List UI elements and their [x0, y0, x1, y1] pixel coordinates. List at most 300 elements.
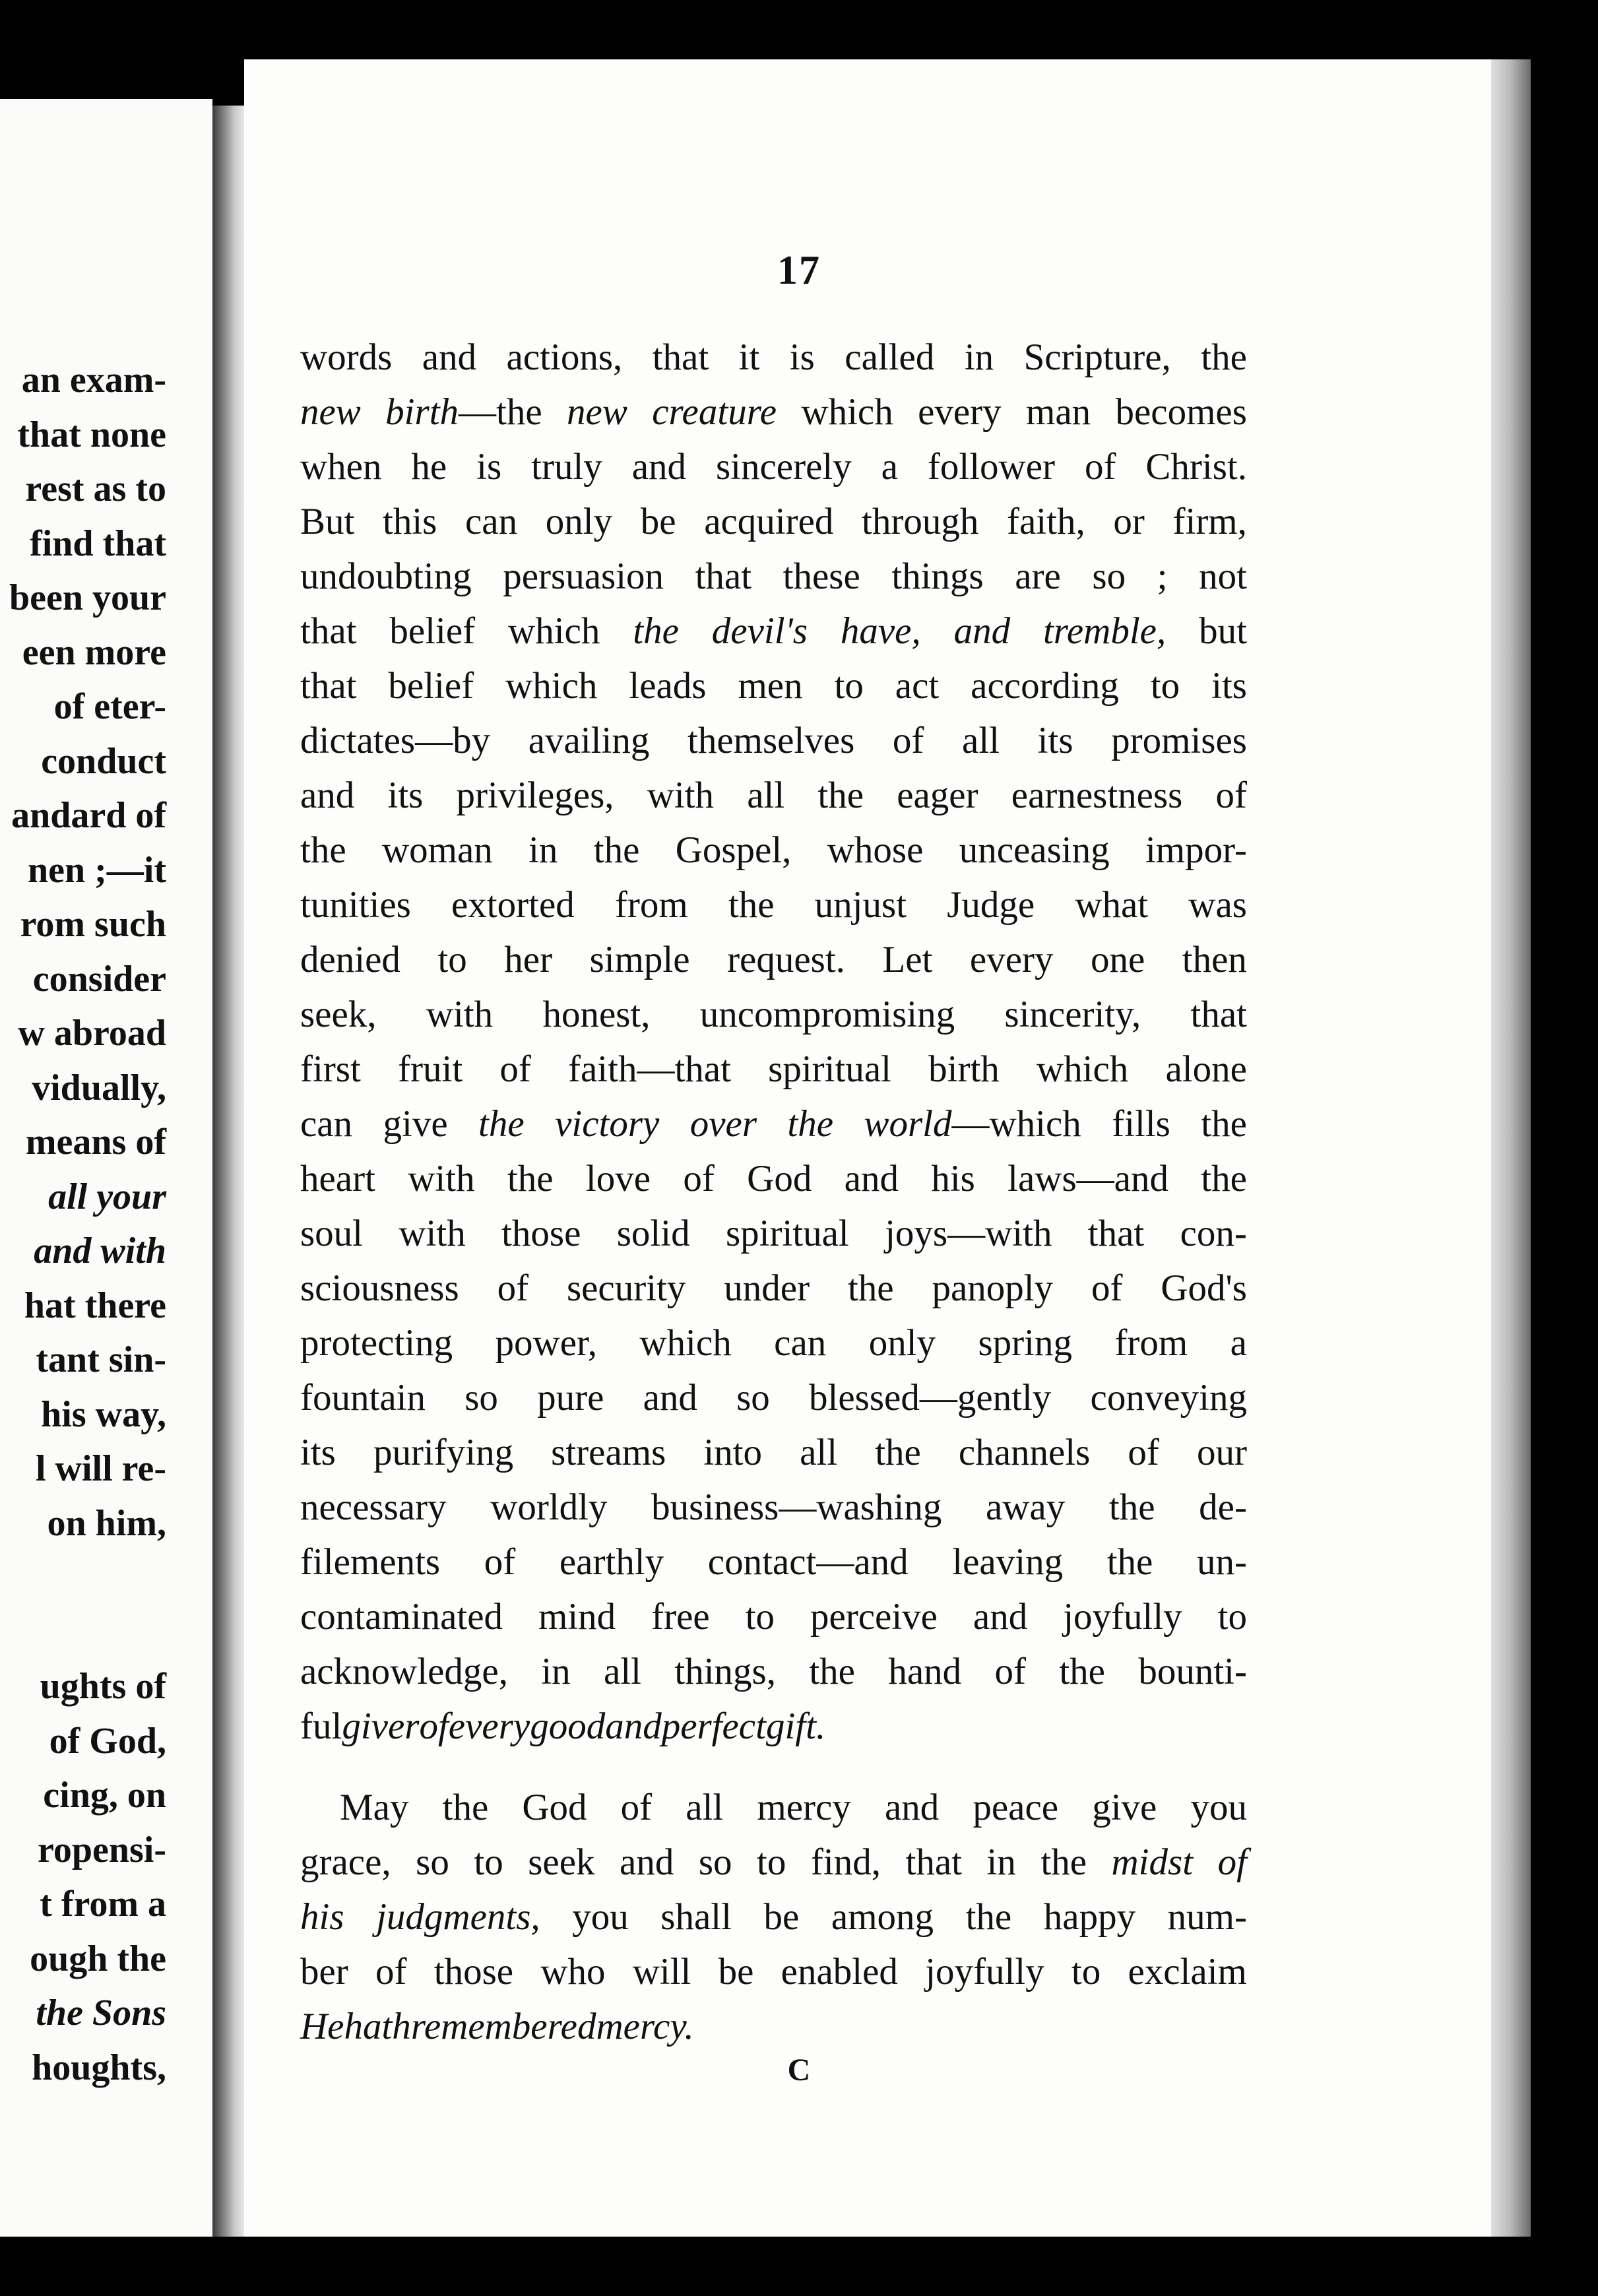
word: that — [1190, 994, 1247, 1035]
word: God's — [1161, 1267, 1247, 1309]
word: grace, — [300, 1841, 391, 1883]
word: one — [1090, 939, 1145, 980]
word: fruit — [398, 1048, 463, 1090]
word: unjust — [814, 884, 907, 926]
word: laws—and — [1007, 1158, 1168, 1199]
word: becomes — [1115, 391, 1247, 433]
word: gift. — [765, 1706, 826, 1747]
word: promises — [1111, 720, 1247, 761]
word: it — [738, 336, 760, 378]
word: happy — [1043, 1896, 1136, 1938]
word: conveying — [1090, 1377, 1247, 1419]
word: mercy. — [596, 2006, 694, 2047]
word: Gospel, — [675, 829, 792, 871]
word: can — [774, 1322, 827, 1364]
text-line — [300, 1370, 1247, 1425]
word: undoubting — [300, 556, 472, 597]
signature-mark: C — [787, 2053, 811, 2088]
word: all — [604, 1651, 641, 1692]
word: to — [474, 1841, 503, 1883]
word: and — [300, 775, 355, 816]
word: earthly — [559, 1541, 664, 1583]
word: in — [964, 336, 994, 378]
word: joyfully — [1063, 1596, 1182, 1638]
word: the — [1106, 1541, 1153, 1583]
word: of — [499, 1048, 531, 1090]
paragraph-1 — [300, 330, 1247, 1754]
text-line — [300, 1042, 1247, 1097]
word: May — [340, 1787, 409, 1828]
word: of — [1215, 775, 1247, 816]
word: called — [845, 336, 935, 378]
left-page-line: cing, on — [43, 1775, 166, 1816]
word: can — [300, 1103, 353, 1145]
word: world—which — [864, 1103, 1081, 1145]
word: all — [800, 1432, 838, 1473]
word: uncompromising — [699, 994, 955, 1035]
left-page-line: een more — [22, 631, 166, 673]
word: according — [971, 665, 1119, 707]
word: the — [300, 829, 346, 871]
text-line — [300, 1151, 1247, 1206]
word: with — [647, 775, 715, 816]
word: midst — [1111, 1841, 1194, 1883]
word: which — [508, 610, 600, 652]
word: in — [541, 1651, 571, 1692]
word: to — [1071, 1951, 1101, 1993]
word: can — [465, 501, 518, 542]
text-line — [300, 1206, 1247, 1261]
text-line — [300, 1890, 1247, 1944]
word: every — [448, 1706, 530, 1747]
page-edge — [1491, 59, 1531, 2237]
word: new — [567, 391, 627, 433]
word: exclaim — [1128, 1951, 1247, 1993]
word: so — [736, 1377, 770, 1419]
page-number: 17 — [777, 248, 821, 293]
word: filements — [300, 1541, 441, 1583]
word: birth—the — [385, 391, 542, 433]
left-page-line: houghts, — [32, 2047, 166, 2088]
word: spiritual — [768, 1048, 891, 1090]
word: among — [831, 1896, 934, 1938]
text-line — [300, 494, 1247, 549]
word: Scripture, — [1023, 336, 1171, 378]
word: which — [1036, 1048, 1129, 1090]
left-page-line: vidually, — [32, 1067, 166, 1108]
word: he — [411, 446, 447, 488]
word: every — [918, 391, 1002, 433]
left-page-line: of God, — [49, 1720, 166, 1762]
word: our — [1196, 1432, 1247, 1473]
word: faith, — [1007, 501, 1085, 542]
book-gutter — [212, 106, 244, 2237]
text-line — [300, 877, 1247, 932]
word: the — [1108, 1486, 1155, 1528]
word: firm, — [1172, 501, 1247, 542]
word: mercy — [757, 1787, 851, 1828]
text-line — [300, 1316, 1247, 1370]
text-line — [300, 1589, 1247, 1644]
left-page-line: and with — [34, 1230, 166, 1271]
word: joys—with — [885, 1213, 1052, 1254]
word: over — [689, 1103, 757, 1145]
word: tremble, — [1042, 610, 1167, 652]
word: you — [572, 1896, 629, 1938]
left-page — [0, 99, 212, 2237]
word: to — [834, 665, 864, 707]
word: be — [718, 1951, 754, 1993]
word: ; — [1157, 556, 1168, 597]
word: love — [585, 1158, 651, 1199]
word: all — [747, 775, 785, 816]
word: a — [1230, 1322, 1247, 1364]
word: un- — [1197, 1541, 1247, 1583]
text-line — [300, 549, 1247, 604]
word: the — [633, 610, 679, 652]
word: the — [1201, 1103, 1247, 1145]
word: and — [973, 1596, 1028, 1638]
word: that — [300, 610, 357, 652]
left-page-line: all your — [48, 1176, 166, 1217]
word: a — [881, 446, 898, 488]
text-line — [300, 1699, 1247, 1754]
word: was — [1188, 884, 1247, 926]
word: her — [504, 939, 553, 980]
word: enabled — [781, 1951, 898, 1993]
word: the — [507, 1158, 554, 1199]
word: from — [1114, 1322, 1188, 1364]
text-line — [300, 1944, 1247, 1999]
word: the — [728, 884, 775, 926]
word: follower — [927, 446, 1055, 488]
word: to — [757, 1841, 786, 1883]
text-line — [300, 604, 1247, 658]
word: under — [724, 1267, 810, 1309]
word: so — [698, 1841, 732, 1883]
word: Let — [882, 939, 933, 980]
word: unceasing — [959, 829, 1110, 871]
word: and — [631, 446, 687, 488]
word: what — [1075, 884, 1149, 926]
word: mind — [538, 1596, 616, 1638]
word: God — [522, 1787, 587, 1828]
text-line — [300, 439, 1247, 494]
left-page-line: an exam- — [21, 360, 166, 400]
word: hath — [344, 2006, 411, 2047]
word: themselves — [687, 720, 855, 761]
word: things — [891, 556, 984, 597]
word: soul — [300, 1213, 364, 1254]
word: so — [1092, 556, 1126, 597]
word: are — [1015, 556, 1061, 597]
word: only — [868, 1322, 936, 1364]
word: peace — [973, 1787, 1059, 1828]
word: But — [300, 501, 355, 542]
word: perceive — [810, 1596, 938, 1638]
left-page-line: find that — [30, 523, 166, 564]
word: sincerely — [715, 446, 852, 488]
text-line — [300, 1535, 1247, 1589]
left-page-line: conduct — [41, 740, 166, 782]
word: panoply — [932, 1267, 1054, 1309]
text-line — [300, 1835, 1247, 1890]
left-page-line: rom such — [20, 904, 166, 945]
word: contact—and — [707, 1541, 909, 1583]
word: through — [862, 501, 979, 542]
word: these — [783, 556, 860, 597]
word: the — [817, 775, 864, 816]
word: availing — [528, 720, 650, 761]
word: its — [1037, 720, 1073, 761]
word: worldly — [490, 1486, 608, 1528]
word: you — [1190, 1787, 1247, 1828]
word: will — [632, 1951, 691, 1993]
left-page-line: means of — [25, 1122, 166, 1163]
word: and — [953, 610, 1011, 652]
word: his — [300, 1896, 344, 1938]
text-line — [300, 1780, 1247, 1835]
word: is — [476, 446, 502, 488]
word: not — [1199, 556, 1247, 597]
left-page-line: his way, — [41, 1393, 166, 1435]
word: new — [300, 391, 361, 433]
word: con- — [1180, 1213, 1247, 1254]
text-line — [300, 1097, 1247, 1151]
word: or — [1113, 501, 1145, 542]
word: blessed—gently — [809, 1377, 1052, 1419]
word: security — [566, 1267, 686, 1309]
word: streams — [551, 1432, 666, 1473]
word: then — [1182, 939, 1247, 980]
word: woman — [381, 829, 493, 871]
word: necessary — [300, 1486, 447, 1528]
word: words — [300, 336, 393, 378]
word: so — [464, 1377, 498, 1419]
word: joyfully — [925, 1951, 1044, 1993]
word: from — [614, 884, 688, 926]
left-page-line: consider — [32, 958, 166, 1000]
word: acquired — [704, 501, 834, 542]
word: earnestness — [1011, 775, 1183, 816]
text-line — [300, 1425, 1247, 1480]
word: the — [593, 829, 640, 871]
word: the — [442, 1787, 489, 1828]
word: those — [433, 1951, 514, 1993]
word: all — [686, 1787, 724, 1828]
word: its — [1211, 665, 1247, 707]
word: giver — [342, 1706, 420, 1747]
word: and — [620, 1841, 674, 1883]
word: sincerity, — [1004, 994, 1141, 1035]
left-page-line — [9, 1550, 166, 1605]
word: the — [809, 1651, 855, 1692]
word: purifying — [373, 1432, 514, 1473]
word: this — [383, 501, 437, 542]
word: victory — [555, 1103, 660, 1145]
word: only — [545, 501, 613, 542]
word: to — [1217, 1596, 1247, 1638]
word: fountain — [300, 1377, 426, 1419]
word: the — [965, 1896, 1012, 1938]
left-page-line: on him, — [47, 1502, 166, 1544]
word: denied — [300, 939, 400, 980]
word: acknowledge, — [300, 1651, 508, 1692]
left-page-line: of eter- — [53, 686, 166, 727]
paragraph-gap — [300, 1754, 1247, 1780]
word: eager — [897, 775, 978, 816]
word: which — [505, 665, 598, 707]
word: to — [745, 1596, 775, 1638]
word: give — [383, 1103, 448, 1145]
word: belief — [389, 610, 476, 652]
word: the — [1040, 1841, 1087, 1883]
word: every — [969, 939, 1054, 980]
word: of — [1084, 446, 1116, 488]
word: which — [639, 1322, 732, 1364]
word: pure — [537, 1377, 604, 1419]
text-line — [300, 1480, 1247, 1535]
word: business—washing — [651, 1486, 942, 1528]
word: of — [484, 1541, 516, 1583]
word: de- — [1199, 1486, 1247, 1528]
word: those — [501, 1213, 581, 1254]
word: things, — [674, 1651, 776, 1692]
text-line — [300, 768, 1247, 823]
word: and — [844, 1158, 899, 1199]
left-page-line: nen ;—it — [28, 849, 166, 891]
word: all — [962, 720, 1000, 761]
word: whose — [827, 829, 924, 871]
text-line — [300, 823, 1247, 877]
word: the — [787, 1103, 834, 1145]
word: seek, — [300, 994, 377, 1035]
text-line — [300, 987, 1247, 1042]
word: of — [375, 1951, 407, 1993]
left-page-line: andard of — [11, 795, 166, 836]
word: alone — [1165, 1048, 1247, 1090]
word: God — [747, 1158, 812, 1199]
word: have, — [840, 610, 921, 652]
text-line — [300, 658, 1247, 713]
left-page-line: ropensi- — [38, 1829, 166, 1870]
word: bounti- — [1138, 1651, 1247, 1692]
word: judgments, — [376, 1896, 540, 1938]
word: and — [643, 1377, 697, 1419]
word: hand — [888, 1651, 962, 1692]
left-page-line: t from a — [40, 1884, 166, 1925]
left-page-line — [9, 1605, 166, 1660]
word: belief — [388, 665, 474, 707]
text-line — [300, 1261, 1247, 1316]
word: of — [497, 1267, 529, 1309]
word: so — [416, 1841, 449, 1883]
word: is — [789, 336, 815, 378]
word: leaving — [952, 1541, 1064, 1583]
word: that — [905, 1841, 962, 1883]
word: tunities — [300, 884, 411, 926]
word: man — [1026, 391, 1091, 433]
word: request. — [727, 939, 845, 980]
left-page-line: tant sin- — [36, 1339, 166, 1380]
word: seek — [528, 1841, 595, 1883]
word: act — [895, 665, 940, 707]
word: spring — [978, 1322, 1072, 1364]
word: honest, — [542, 994, 651, 1035]
word: with — [399, 1213, 466, 1254]
word: creature — [652, 391, 777, 433]
word: He — [300, 2006, 344, 2047]
word: but — [1199, 610, 1247, 652]
word: protecting — [300, 1322, 453, 1364]
word: spiritual — [725, 1213, 849, 1254]
word: its — [300, 1432, 336, 1473]
word: that — [300, 665, 357, 707]
word: of — [683, 1158, 715, 1199]
word: truly — [531, 446, 602, 488]
word: of — [419, 1706, 449, 1747]
paragraph-2 — [300, 1780, 1247, 2054]
word: ful — [300, 1706, 342, 1747]
word: heart — [300, 1158, 375, 1199]
word: faith—that — [568, 1048, 731, 1090]
word: of — [1091, 1267, 1123, 1309]
word: and — [422, 336, 477, 378]
text-line — [300, 385, 1247, 439]
word: impor- — [1145, 829, 1247, 871]
word: Judge — [947, 884, 1035, 926]
word: first — [300, 1048, 361, 1090]
word: with — [408, 1158, 475, 1199]
word: of — [892, 720, 924, 761]
word: fills — [1112, 1103, 1170, 1145]
word: the — [1059, 1651, 1105, 1692]
word: solid — [616, 1213, 690, 1254]
text-line — [300, 1999, 1247, 2054]
left-page-line: rest as to — [25, 468, 166, 509]
text-line — [300, 932, 1247, 987]
word: be — [640, 501, 676, 542]
word: of — [1217, 1841, 1247, 1883]
word: extorted — [451, 884, 575, 926]
left-page-line: ough the — [30, 1938, 166, 1979]
text-line — [300, 330, 1247, 385]
word: and — [884, 1787, 940, 1828]
word: in — [986, 1841, 1016, 1883]
word: persuasion — [503, 556, 664, 597]
word: Christ. — [1145, 446, 1247, 488]
word: that — [695, 556, 752, 597]
word: of — [994, 1651, 1026, 1692]
word: that — [1087, 1213, 1145, 1254]
word: leads — [629, 665, 707, 707]
left-page-line: the Sons — [36, 1993, 166, 2033]
word: to — [1150, 665, 1180, 707]
text-line — [300, 713, 1247, 768]
word: privileges, — [456, 775, 614, 816]
word: free — [651, 1596, 710, 1638]
word: birth — [928, 1048, 1000, 1090]
word: give — [1092, 1787, 1157, 1828]
word: shall — [660, 1896, 732, 1938]
word: of — [1128, 1432, 1159, 1473]
left-page-line: w abroad — [18, 1013, 166, 1054]
word: devil's — [711, 610, 808, 652]
word: power, — [495, 1322, 597, 1364]
word: the — [875, 1432, 921, 1473]
left-page-line: l will re- — [35, 1448, 166, 1489]
word: good — [530, 1706, 606, 1747]
